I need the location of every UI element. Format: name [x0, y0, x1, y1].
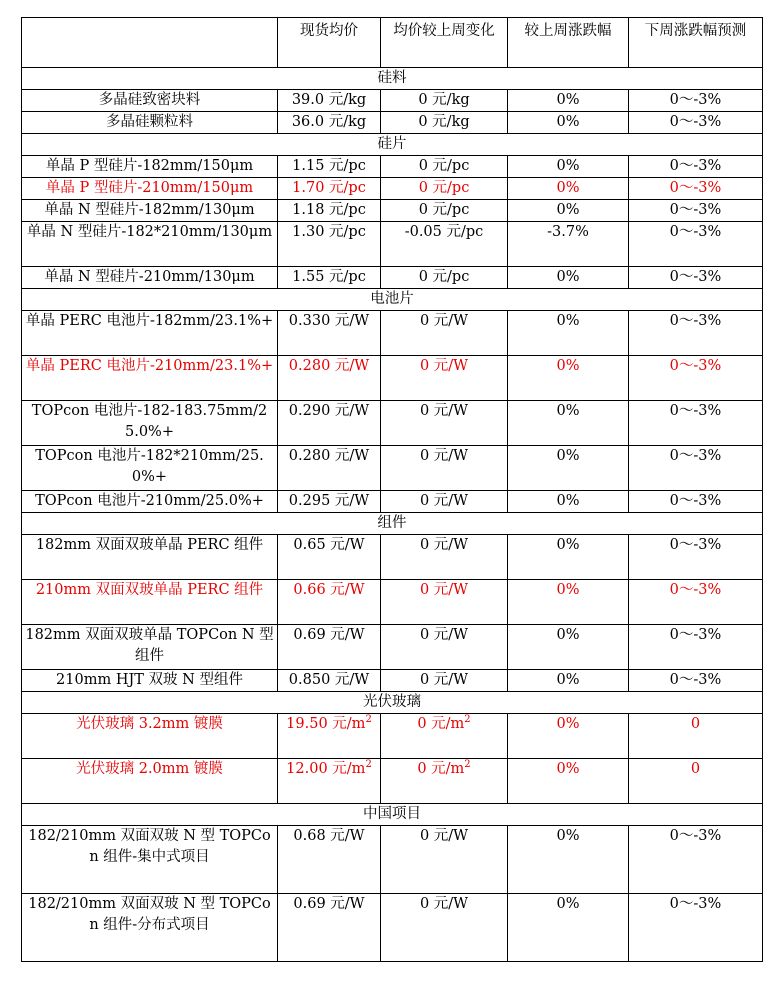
forecast-cell: [629, 267, 763, 289]
product-name-text: 182mm 双面双玻单晶 PERC 组件: [35, 537, 264, 553]
spot-price-cell: [278, 580, 381, 625]
product-name-cell: [22, 178, 278, 200]
spot-price-text: 0.280 元/W: [288, 358, 370, 374]
weekly-change-cell: [381, 401, 508, 446]
section-title: 硅料: [22, 68, 763, 90]
table-row: [22, 311, 763, 356]
table-row: [22, 759, 763, 804]
forecast-text: 0～-3%: [669, 582, 722, 598]
weekly-pct-cell: [508, 625, 629, 670]
product-name-text: 210mm HJT 双玻 N 型组件: [56, 672, 243, 688]
weekly-change-text: 0 元/W: [419, 582, 469, 598]
forecast-cell: [629, 222, 763, 267]
spot-price-text: 1.30 元/pc: [292, 224, 366, 240]
weekly-change-text: 0 元/W: [419, 358, 469, 374]
product-name-text: 单晶 N 型硅片-182mm/130μm: [44, 202, 255, 218]
header-row: [22, 18, 763, 68]
product-name-text: 光伏玻璃 3.2mm 镀膜: [76, 716, 223, 732]
weekly-pct-text: 0%: [556, 269, 580, 285]
spot-price-cell: [278, 625, 381, 670]
table-row: [22, 625, 763, 670]
product-name-text: TOPcon 电池片-210mm/25.0%+: [35, 493, 264, 509]
forecast-cell: [629, 112, 763, 134]
product-name-text: TOPcon 电池片-182*210mm/25.0%+: [35, 448, 264, 485]
weekly-change-text: 0 元/W: [419, 403, 469, 419]
table-row: [22, 156, 763, 178]
product-name-text: 光伏玻璃 2.0mm 镀膜: [76, 761, 223, 777]
forecast-text: 0～-3%: [669, 493, 722, 509]
product-name-text: 单晶 N 型硅片-182*210mm/130μm: [26, 224, 273, 240]
weekly-pct-cell: [508, 714, 629, 759]
product-name-cell: [22, 625, 278, 670]
weekly-pct-cell: [508, 535, 629, 580]
weekly-change-text: 0 元/W: [419, 828, 469, 844]
weekly-change-text: 0 元/m: [417, 716, 465, 732]
weekly-change-text: 0 元/pc: [418, 202, 470, 218]
forecast-cell: [629, 714, 763, 759]
forecast-cell: [629, 200, 763, 222]
product-name-text: 182/210mm 双面双玻 N 型 TOPCon 组件-集中式项目: [28, 828, 271, 865]
forecast-text: 0: [690, 761, 701, 777]
product-name-cell: [22, 356, 278, 401]
table-row: [22, 826, 763, 894]
spot-price-text: 0.69 元/W: [293, 896, 365, 912]
weekly-change-text: 0 元/W: [419, 537, 469, 553]
spot-price-cell: [278, 401, 381, 446]
weekly-change-cell: [381, 178, 508, 200]
weekly-pct-text: 0%: [556, 716, 580, 732]
weekly-change-cell: [381, 759, 508, 804]
forecast-text: 0～-3%: [669, 537, 722, 553]
product-name-cell: [22, 759, 278, 804]
forecast-text: 0～-3%: [669, 403, 722, 419]
weekly-change-cell: [381, 222, 508, 267]
weekly-change-text: 0 元/W: [419, 627, 469, 643]
product-name-cell: [22, 580, 278, 625]
spot-price-text: 36.0 元/kg: [291, 114, 367, 130]
product-name-text: 182/210mm 双面双玻 N 型 TOPCon 组件-分布式项目: [28, 896, 271, 933]
product-name-text: 多晶硅颗粒料: [106, 114, 193, 130]
weekly-change-text: 0 元/W: [419, 672, 469, 688]
weekly-change-text: 0 元/pc: [418, 158, 470, 174]
section-title: 光伏玻璃: [22, 692, 763, 714]
weekly-change-cell: [381, 894, 508, 962]
table-row: [22, 580, 763, 625]
weekly-change-cell: [381, 356, 508, 401]
product-name-text: 多晶硅致密块料: [98, 92, 201, 108]
product-name-cell: [22, 222, 278, 267]
weekly-pct-text: 0%: [556, 448, 580, 464]
forecast-cell: [629, 894, 763, 962]
weekly-pct-cell: [508, 178, 629, 200]
product-name-text: TOPcon 电池片-182-183.75mm/25.0%+: [31, 403, 268, 440]
square-superscript: 2: [365, 759, 372, 771]
table-row: [22, 112, 763, 134]
forecast-text: 0～-3%: [669, 448, 722, 464]
weekly-pct-cell: [508, 446, 629, 491]
product-name-cell: [22, 491, 278, 513]
spot-price-text: 39.0 元/kg: [291, 92, 367, 108]
weekly-change-cell: [381, 90, 508, 112]
spot-price-cell: [278, 670, 381, 692]
spot-price-cell: [278, 535, 381, 580]
weekly-pct-text: 0%: [556, 158, 580, 174]
weekly-change-cell: [381, 311, 508, 356]
weekly-change-cell: [381, 267, 508, 289]
weekly-change-text: 0 元/W: [419, 313, 469, 329]
weekly-pct-cell: [508, 222, 629, 267]
forecast-text: 0～-3%: [669, 896, 722, 912]
weekly-change-cell: [381, 200, 508, 222]
forecast-cell: [629, 90, 763, 112]
forecast-text: 0～-3%: [669, 672, 722, 688]
weekly-change-cell: [381, 535, 508, 580]
section-header-row: [22, 134, 763, 156]
weekly-change-text: 0 元/W: [419, 493, 469, 509]
section-title: 中国项目: [22, 804, 763, 826]
product-name-cell: [22, 267, 278, 289]
spot-price-text: 1.15 元/pc: [292, 158, 366, 174]
weekly-change-cell: [381, 580, 508, 625]
forecast-text: 0～-3%: [669, 158, 722, 174]
spot-price-cell: [278, 156, 381, 178]
spot-price-text: 0.65 元/W: [293, 537, 365, 553]
weekly-pct-text: 0%: [556, 896, 580, 912]
forecast-cell: [629, 491, 763, 513]
section-title: 硅片: [22, 134, 763, 156]
weekly-pct-text: 0%: [556, 493, 580, 509]
weekly-pct-cell: [508, 401, 629, 446]
spot-price-cell: [278, 759, 381, 804]
spot-price-text: 0.280 元/W: [288, 448, 370, 464]
spot-price-cell: [278, 826, 381, 894]
weekly-change-cell: [381, 112, 508, 134]
weekly-pct-cell: [508, 670, 629, 692]
product-name-cell: [22, 670, 278, 692]
spot-price-text: 1.55 元/pc: [292, 269, 366, 285]
square-superscript: 2: [464, 714, 471, 726]
spot-price-text: 0.69 元/W: [293, 627, 365, 643]
square-superscript: 2: [365, 714, 372, 726]
forecast-text: 0～-3%: [669, 180, 722, 196]
spot-price-cell: [278, 491, 381, 513]
weekly-change-text: 0 元/kg: [418, 114, 470, 130]
weekly-pct-cell: [508, 90, 629, 112]
spot-price-cell: [278, 894, 381, 962]
product-name-cell: [22, 401, 278, 446]
spot-price-cell: [278, 112, 381, 134]
forecast-text: 0: [690, 716, 701, 732]
weekly-pct-text: 0%: [556, 358, 580, 374]
product-name-cell: [22, 446, 278, 491]
product-name-cell: [22, 112, 278, 134]
section-header-row: [22, 513, 763, 535]
table-row: [22, 222, 763, 267]
weekly-change-cell: [381, 446, 508, 491]
section-title: 组件: [22, 513, 763, 535]
forecast-cell: [629, 535, 763, 580]
weekly-change-cell: [381, 670, 508, 692]
forecast-text: 0～-3%: [669, 224, 722, 240]
forecast-text: 0～-3%: [669, 269, 722, 285]
product-name-cell: [22, 714, 278, 759]
weekly-pct-text: 0%: [556, 761, 580, 777]
table-row: [22, 714, 763, 759]
product-name-text: 182mm 双面双玻单晶 TOPCon N 型组件: [25, 627, 274, 664]
weekly-pct-text: 0%: [556, 582, 580, 598]
price-table-body: [22, 18, 763, 962]
weekly-pct-text: 0%: [556, 828, 580, 844]
weekly-pct-cell: [508, 491, 629, 513]
spot-price-cell: [278, 178, 381, 200]
product-name-text: 单晶 N 型硅片-210mm/130μm: [44, 269, 255, 285]
product-name-text: 210mm 双面双玻单晶 PERC 组件: [35, 582, 264, 598]
weekly-pct-text: 0%: [556, 202, 580, 218]
weekly-pct-text: 0%: [556, 403, 580, 419]
weekly-pct-text: 0%: [556, 313, 580, 329]
weekly-pct-text: -3.7%: [547, 224, 589, 240]
forecast-cell: [629, 625, 763, 670]
weekly-change-text: 0 元/m: [417, 761, 465, 777]
forecast-text: 0～-3%: [669, 202, 722, 218]
header-cell-product: [22, 18, 278, 68]
table-row: [22, 356, 763, 401]
table-row: [22, 491, 763, 513]
weekly-change-cell: [381, 156, 508, 178]
forecast-cell: [629, 178, 763, 200]
spot-price-text: 0.330 元/W: [288, 313, 370, 329]
table-row: [22, 894, 763, 962]
forecast-cell: [629, 356, 763, 401]
weekly-change-text: 0 元/W: [419, 896, 469, 912]
table-row: [22, 178, 763, 200]
spot-price-text: 0.850 元/W: [288, 672, 370, 688]
weekly-pct-cell: [508, 311, 629, 356]
forecast-cell: [629, 580, 763, 625]
table-row: [22, 267, 763, 289]
table-row: [22, 535, 763, 580]
product-name-text: 单晶 P 型硅片-182mm/150μm: [45, 158, 254, 174]
spot-price-cell: [278, 311, 381, 356]
weekly-pct-cell: [508, 580, 629, 625]
forecast-text: 0～-3%: [669, 92, 722, 108]
weekly-pct-cell: [508, 356, 629, 401]
product-name-cell: [22, 200, 278, 222]
product-name-cell: [22, 826, 278, 894]
spot-price-cell: [278, 200, 381, 222]
forecast-text: 0～-3%: [669, 828, 722, 844]
weekly-pct-cell: [508, 267, 629, 289]
price-table: [21, 17, 763, 962]
weekly-change-cell: [381, 714, 508, 759]
weekly-change-text: -0.05 元/pc: [404, 224, 484, 240]
forecast-cell: [629, 311, 763, 356]
weekly-change-text: 0 元/pc: [418, 180, 470, 196]
product-name-cell: [22, 535, 278, 580]
product-name-cell: [22, 311, 278, 356]
forecast-text: 0～-3%: [669, 358, 722, 374]
spot-price-text: 0.290 元/W: [288, 403, 370, 419]
spot-price-text: 1.70 元/pc: [292, 180, 366, 196]
section-header-row: [22, 804, 763, 826]
spot-price-text: 0.295 元/W: [288, 493, 370, 509]
forecast-text: 0～-3%: [669, 313, 722, 329]
spot-price-cell: [278, 222, 381, 267]
table-row: [22, 401, 763, 446]
product-name-text: 单晶 P 型硅片-210mm/150μm: [45, 180, 254, 196]
table-row: [22, 446, 763, 491]
weekly-change-cell: [381, 491, 508, 513]
weekly-pct-cell: [508, 759, 629, 804]
header-cell-weekly-change: 均价较上周变化: [381, 18, 508, 68]
weekly-pct-text: 0%: [556, 672, 580, 688]
forecast-cell: [629, 670, 763, 692]
weekly-change-cell: [381, 826, 508, 894]
weekly-pct-cell: [508, 112, 629, 134]
forecast-cell: [629, 156, 763, 178]
product-name-cell: [22, 90, 278, 112]
weekly-change-text: 0 元/kg: [418, 92, 470, 108]
product-name-text: 单晶 PERC 电池片-210mm/23.1%+: [25, 358, 274, 374]
weekly-pct-text: 0%: [556, 114, 580, 130]
forecast-cell: [629, 826, 763, 894]
weekly-pct-cell: [508, 894, 629, 962]
weekly-pct-text: 0%: [556, 627, 580, 643]
square-superscript: 2: [464, 759, 471, 771]
spot-price-text: 19.50 元/m: [286, 716, 366, 732]
product-name-cell: [22, 894, 278, 962]
weekly-pct-text: 0%: [556, 537, 580, 553]
weekly-pct-text: 0%: [556, 92, 580, 108]
header-cell-forecast: 下周涨跌幅预测: [629, 18, 763, 68]
table-row: [22, 200, 763, 222]
forecast-cell: [629, 401, 763, 446]
spot-price-cell: [278, 446, 381, 491]
spot-price-text: 0.66 元/W: [293, 582, 365, 598]
forecast-text: 0～-3%: [669, 627, 722, 643]
weekly-change-cell: [381, 625, 508, 670]
weekly-pct-text: 0%: [556, 180, 580, 196]
section-header-row: [22, 692, 763, 714]
header-cell-spot-price: 现货均价: [278, 18, 381, 68]
weekly-pct-cell: [508, 826, 629, 894]
spot-price-cell: [278, 356, 381, 401]
section-header-row: [22, 289, 763, 311]
spot-price-cell: [278, 714, 381, 759]
spot-price-cell: [278, 90, 381, 112]
weekly-change-text: 0 元/pc: [418, 269, 470, 285]
weekly-pct-cell: [508, 156, 629, 178]
spot-price-text: 12.00 元/m: [286, 761, 366, 777]
product-name-cell: [22, 156, 278, 178]
forecast-cell: [629, 759, 763, 804]
spot-price-text: 1.18 元/pc: [292, 202, 366, 218]
weekly-pct-cell: [508, 200, 629, 222]
spot-price-text: 0.68 元/W: [293, 828, 365, 844]
forecast-cell: [629, 446, 763, 491]
table-row: [22, 670, 763, 692]
section-title: 电池片: [22, 289, 763, 311]
section-header-row: [22, 68, 763, 90]
table-row: [22, 90, 763, 112]
weekly-change-text: 0 元/W: [419, 448, 469, 464]
product-name-text: 单晶 PERC 电池片-182mm/23.1%+: [25, 313, 274, 329]
spot-price-cell: [278, 267, 381, 289]
header-cell-weekly-pct: 较上周涨跌幅: [508, 18, 629, 68]
forecast-text: 0～-3%: [669, 114, 722, 130]
